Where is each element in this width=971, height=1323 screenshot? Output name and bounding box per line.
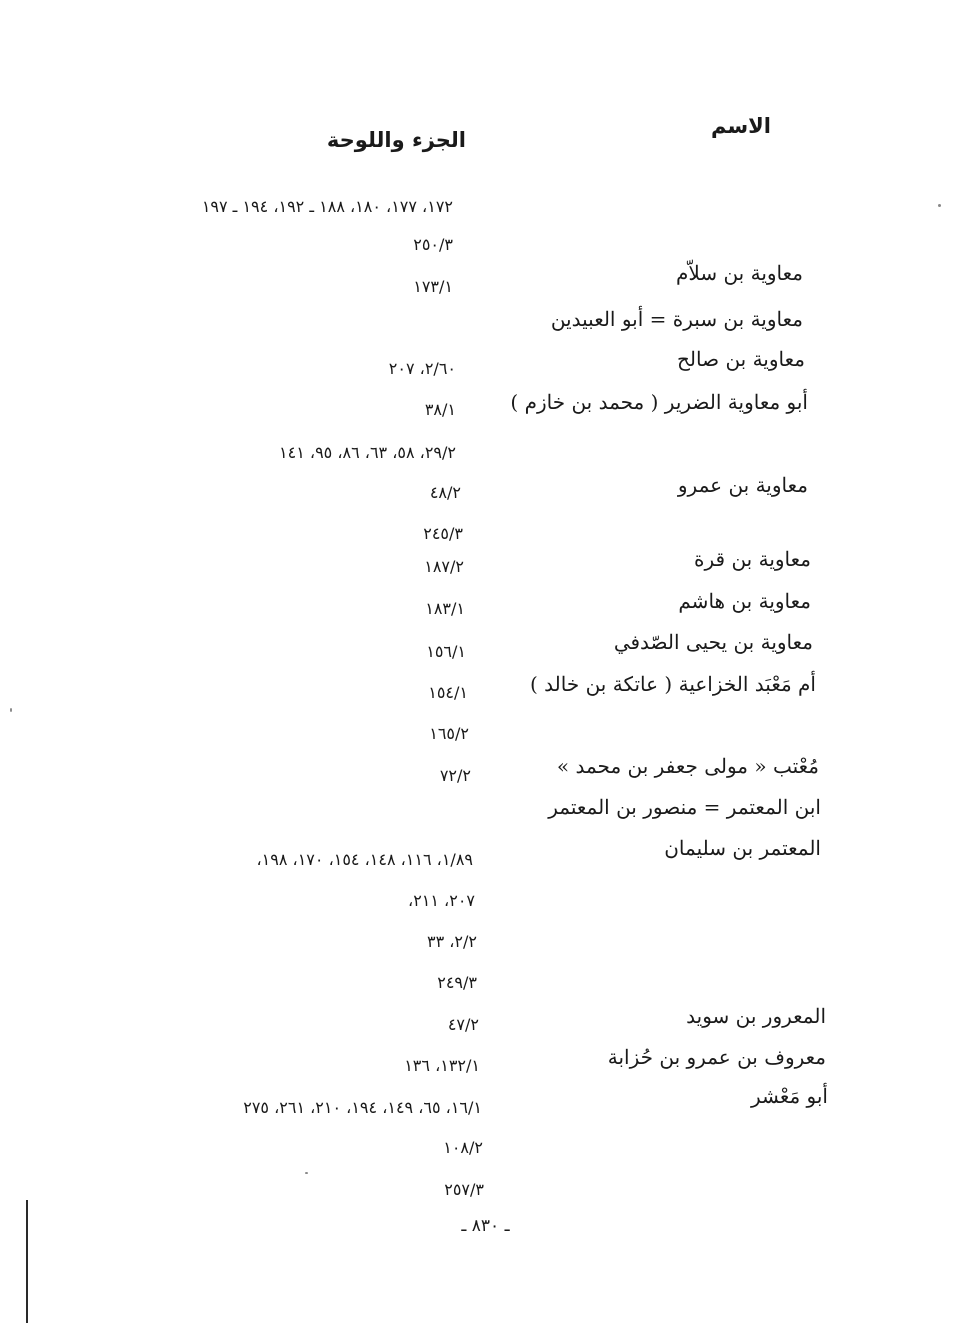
entry-name: أم مَعْبَد الخزاعية ( عاتكة بن خالد ) — [530, 672, 816, 696]
entry-name: معاوية بن هاشم — [678, 589, 811, 613]
entry-ref: ٢٥٠/٣ — [413, 235, 453, 254]
entry-name: المعتمر بن سليمان — [664, 836, 821, 860]
scan-speck — [10, 708, 12, 712]
entry-name: معاوية بن عمرو — [677, 473, 808, 497]
entry-ref: ٢٠٧، ٢١١، — [408, 891, 475, 910]
scan-margin-line — [26, 1200, 28, 1323]
column-header-volume: الجزء واللوحة — [326, 128, 466, 152]
entry-ref: ٢/٦٠، ٢٠٧ — [388, 359, 456, 378]
entry-name: المعرور بن سويد — [686, 1004, 826, 1028]
entry-ref: ٢٥٧/٣ — [444, 1180, 484, 1199]
entry-ref: ٢/٢، ٣٣ — [426, 932, 477, 951]
column-header-name: الاسم — [711, 114, 771, 138]
entry-ref: ١٧٢، ١٧٧، ١٨٠، ١٨٨ ـ ١٩٢، ١٩٤ ـ ١٩٧ — [201, 197, 453, 216]
entry-name: معاوية بن صالح — [677, 347, 805, 371]
entry-name: معاوية بن يحيى الصّدفي — [613, 630, 813, 654]
entry-name: ابن المعتمر = منصور بن المعتمر — [548, 795, 821, 819]
entry-ref: ٤٧/٢ — [447, 1015, 479, 1034]
entry-name: أبو مَعْشر — [750, 1084, 828, 1108]
entry-ref: ٧٢/٢ — [439, 766, 471, 785]
entry-ref: ١٨٧/٢ — [424, 557, 464, 576]
entry-ref: ٣٨/١ — [424, 400, 456, 419]
entry-name: مُعْتب « مولى جعفر بن محمد » — [556, 754, 819, 778]
page-number: ـ ٨٣٠ ـ — [461, 1216, 510, 1236]
entry-ref: ١٧٣/١ — [413, 277, 453, 296]
scan-speck — [938, 204, 941, 207]
entry-ref: ١٨٣/١ — [425, 599, 465, 618]
entry-ref: ٢٤٩/٣ — [437, 973, 477, 992]
entry-ref: ٢٩/٢، ٥٨، ٦٣، ٨٦، ٩٥، ١٤١ — [279, 443, 456, 462]
entry-name: معروف بن عمرو بن حُزابة — [607, 1045, 826, 1069]
entry-ref: ١٣٢/١، ١٣٦ — [404, 1056, 480, 1075]
entry-ref: ١٥٦/١ — [426, 642, 466, 661]
scan-speck — [305, 1172, 308, 1174]
entry-name: أبو معاوية الضرير ( محمد بن خازم ) — [510, 390, 808, 414]
entry-ref: ٤٨/٢ — [429, 483, 461, 502]
entry-name: معاوية بن سبرة = أبو العبيدين — [550, 307, 803, 331]
entry-ref: ١٦٥/٢ — [429, 724, 469, 743]
entry-ref: ١٥٤/١ — [428, 683, 468, 702]
entry-ref: ١٠٨/٢ — [443, 1138, 483, 1157]
entry-name: معاوية بن قرة — [694, 547, 811, 571]
entry-name: معاوية بن سلاّم — [676, 261, 803, 285]
entry-ref: ١/٨٩، ١١٦، ١٤٨، ١٥٤، ١٧٠، ١٩٨، — [256, 850, 473, 869]
entry-ref: ٢٤٥/٣ — [423, 524, 463, 543]
entry-ref: ١٦/١، ٦٥، ١٤٩، ١٩٤، ٢١٠، ٢٦١، ٢٧٥ — [243, 1098, 482, 1117]
